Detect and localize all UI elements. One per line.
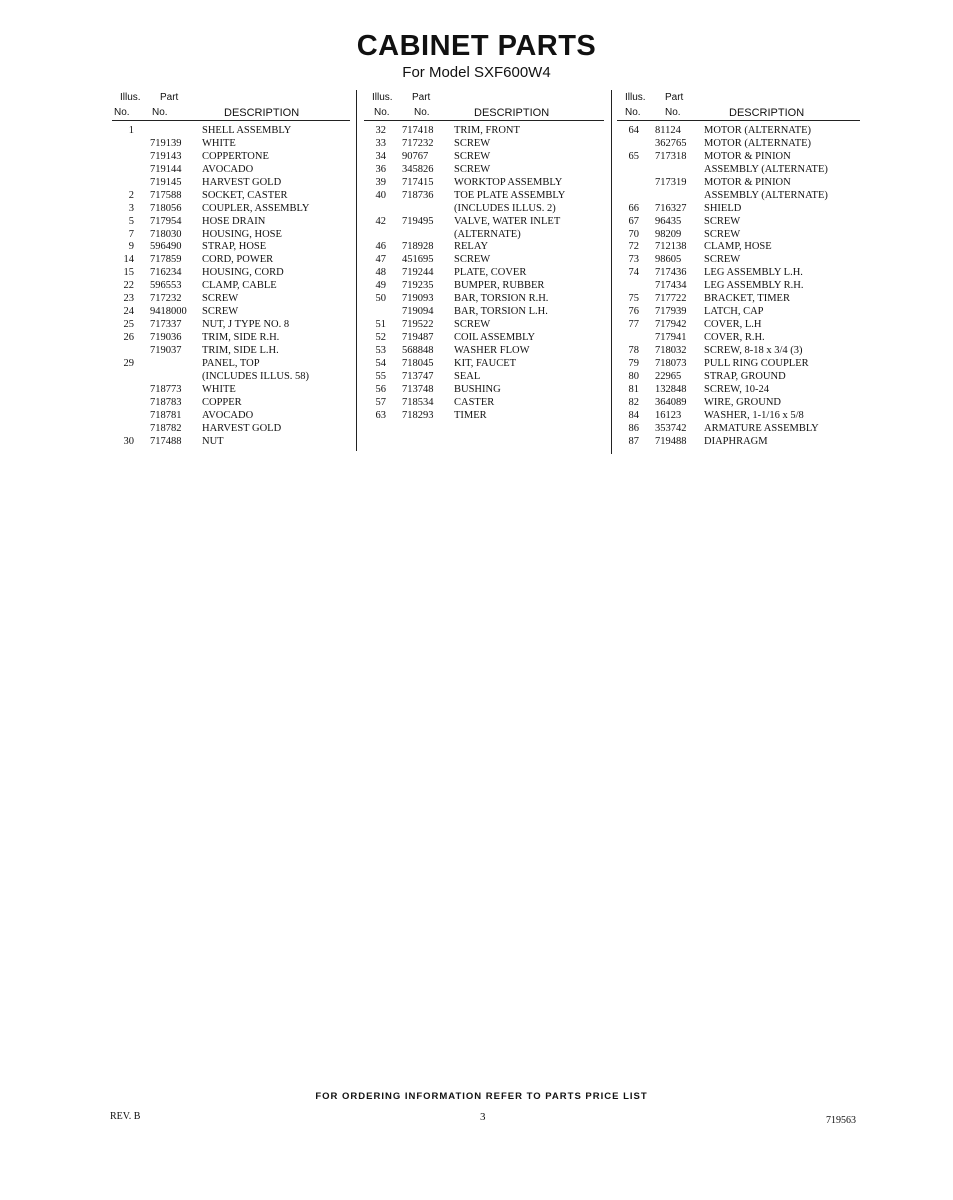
part-description: HOSE DRAIN bbox=[202, 215, 266, 227]
part-no: 353742 bbox=[655, 422, 687, 434]
document-number: 719563 bbox=[826, 1115, 856, 1126]
illus-no: 39 bbox=[375, 176, 386, 188]
part-no-header: No. bbox=[152, 107, 168, 118]
part-description: LEG ASSEMBLY R.H. bbox=[704, 280, 804, 292]
parts-row bbox=[617, 241, 860, 254]
part-description: SCREW bbox=[454, 150, 491, 162]
illus-no: 50 bbox=[375, 293, 386, 305]
part-description: COPPER bbox=[202, 396, 242, 408]
part-no: 596490 bbox=[150, 241, 182, 253]
part-description: SEAL bbox=[454, 370, 481, 382]
part-description: SCREW bbox=[454, 137, 491, 149]
illus-no: 76 bbox=[628, 306, 639, 318]
parts-row bbox=[364, 384, 604, 397]
illus-no: 5 bbox=[128, 215, 134, 227]
part-no: 718056 bbox=[150, 202, 182, 214]
ordering-note: FOR ORDERING INFORMATION REFER TO PARTS PRICE LIST bbox=[315, 1091, 648, 1102]
illus-no: 57 bbox=[375, 396, 386, 408]
parts-row bbox=[112, 164, 350, 177]
illus-no-header: No. bbox=[114, 107, 130, 118]
part-no: 717722 bbox=[655, 293, 687, 305]
parts-row bbox=[364, 190, 604, 203]
parts-row bbox=[112, 125, 350, 138]
illus-no: 87 bbox=[628, 435, 639, 447]
part-no: 132848 bbox=[655, 383, 687, 395]
illus-no: 80 bbox=[628, 370, 639, 382]
part-description: SCREW bbox=[704, 215, 741, 227]
parts-column-2 bbox=[364, 90, 604, 423]
part-no: 719144 bbox=[150, 163, 182, 175]
parts-row bbox=[617, 371, 860, 384]
part-no: 718783 bbox=[150, 396, 182, 408]
parts-row bbox=[112, 138, 350, 151]
part-description: SHELL ASSEMBLY bbox=[202, 125, 292, 136]
illus-no: 65 bbox=[628, 150, 639, 162]
part-no: 717588 bbox=[150, 189, 182, 201]
illus-no: 56 bbox=[375, 383, 386, 395]
part-description: (INCLUDES ILLUS. 58) bbox=[202, 370, 310, 382]
parts-row bbox=[617, 436, 860, 449]
illus-no: 81 bbox=[628, 383, 639, 395]
parts-row bbox=[617, 319, 860, 332]
parts-row bbox=[617, 293, 860, 306]
part-no-header: No. bbox=[665, 107, 681, 118]
parts-row bbox=[364, 280, 604, 293]
parts-row bbox=[112, 190, 350, 203]
parts-row bbox=[617, 267, 860, 280]
illus-no: 24 bbox=[123, 306, 134, 318]
part-description: HARVEST GOLD bbox=[202, 422, 282, 434]
part-no: 717859 bbox=[150, 254, 182, 266]
part-no: 568848 bbox=[402, 344, 434, 356]
part-no: 717941 bbox=[655, 332, 687, 343]
part-no: 717232 bbox=[150, 293, 182, 305]
part-description: MOTOR & PINION bbox=[704, 176, 791, 188]
illus-no: 15 bbox=[123, 267, 134, 279]
illus-no: 36 bbox=[375, 163, 386, 175]
parts-row bbox=[112, 332, 350, 345]
part-description: (ALTERNATE) bbox=[454, 228, 521, 240]
illus-no: 86 bbox=[628, 422, 639, 434]
part-description: SCREW bbox=[704, 228, 741, 240]
part-description: SCREW bbox=[704, 254, 741, 266]
part-description: VALVE, WATER INLET bbox=[454, 215, 561, 227]
part-description: AVOCADO bbox=[202, 409, 254, 421]
illus-no: 84 bbox=[628, 409, 639, 421]
part-description: LATCH, CAP bbox=[704, 306, 764, 318]
parts-row bbox=[112, 384, 350, 397]
illus-no: 55 bbox=[375, 370, 386, 382]
illus-no: 70 bbox=[628, 228, 639, 240]
part-no: 713748 bbox=[402, 383, 434, 395]
revision-label: REV. B bbox=[110, 1111, 141, 1122]
parts-row bbox=[112, 345, 350, 358]
part-description: DIAPHRAGM bbox=[704, 435, 768, 447]
parts-row bbox=[112, 397, 350, 410]
part-description: COIL ASSEMBLY bbox=[454, 332, 536, 343]
part-no-header: No. bbox=[414, 107, 430, 118]
illus-header: Illus. bbox=[372, 92, 393, 103]
part-no: 362765 bbox=[655, 137, 687, 149]
part-description: PULL RING COUPLER bbox=[704, 357, 809, 369]
part-header: Part bbox=[412, 92, 431, 103]
part-header: Part bbox=[665, 92, 684, 103]
part-no: 719139 bbox=[150, 137, 182, 149]
part-description: PANEL, TOP bbox=[202, 357, 260, 369]
parts-rows bbox=[112, 125, 350, 448]
part-description: MOTOR (ALTERNATE) bbox=[704, 125, 812, 136]
illus-no: 64 bbox=[628, 125, 639, 136]
parts-row bbox=[112, 241, 350, 254]
part-description: NUT, J TYPE NO. 8 bbox=[202, 319, 290, 331]
part-no: 718928 bbox=[402, 241, 434, 253]
part-description: CLAMP, CABLE bbox=[202, 280, 277, 292]
part-description: MOTOR (ALTERNATE) bbox=[704, 137, 812, 149]
part-no: 717415 bbox=[402, 176, 434, 188]
illus-no: 47 bbox=[375, 254, 386, 266]
part-no: 717318 bbox=[655, 150, 687, 162]
parts-row bbox=[364, 125, 604, 138]
parts-row bbox=[617, 358, 860, 371]
parts-row bbox=[112, 254, 350, 267]
parts-row bbox=[617, 125, 860, 138]
parts-row bbox=[112, 203, 350, 216]
column-divider bbox=[611, 90, 612, 454]
description-header: DESCRIPTION bbox=[474, 107, 550, 119]
illus-no: 77 bbox=[628, 319, 639, 331]
illus-no: 3 bbox=[128, 202, 134, 214]
part-description: WIRE, GROUND bbox=[704, 396, 781, 408]
part-no: 717942 bbox=[655, 319, 687, 331]
part-description: TRIM, FRONT bbox=[454, 125, 520, 136]
part-description: ASSEMBLY (ALTERNATE) bbox=[704, 189, 828, 201]
parts-row bbox=[364, 293, 604, 306]
parts-row bbox=[364, 151, 604, 164]
part-description: BAR, TORSION L.H. bbox=[454, 306, 548, 318]
parts-row bbox=[364, 345, 604, 358]
part-description: (INCLUDES ILLUS. 2) bbox=[454, 202, 556, 214]
part-no: 716234 bbox=[150, 267, 182, 279]
part-description: HOUSING, CORD bbox=[202, 267, 284, 279]
part-description: PLATE, COVER bbox=[454, 267, 527, 279]
parts-row bbox=[364, 164, 604, 177]
part-description: COVER, L.H bbox=[704, 319, 762, 331]
part-no: 716327 bbox=[655, 202, 687, 214]
part-description: TRIM, SIDE L.H. bbox=[202, 344, 279, 356]
part-no: 718032 bbox=[655, 344, 687, 356]
parts-row bbox=[112, 358, 350, 371]
illus-no: 7 bbox=[128, 228, 134, 240]
parts-row bbox=[112, 267, 350, 280]
part-description: COVER, R.H. bbox=[704, 332, 765, 343]
illus-no: 48 bbox=[375, 267, 386, 279]
illus-no-header: No. bbox=[625, 107, 641, 118]
parts-rows bbox=[364, 125, 604, 423]
part-no: 22965 bbox=[655, 370, 682, 382]
part-description: WASHER FLOW bbox=[454, 344, 530, 356]
part-no: 717939 bbox=[655, 306, 687, 318]
parts-row bbox=[112, 293, 350, 306]
illus-no: 72 bbox=[628, 241, 639, 253]
parts-row bbox=[617, 306, 860, 319]
parts-row bbox=[364, 254, 604, 267]
part-no: 717436 bbox=[655, 267, 687, 279]
part-no: 719488 bbox=[655, 435, 687, 447]
parts-row bbox=[617, 397, 860, 410]
part-description: SCREW bbox=[454, 254, 491, 266]
illus-no: 9 bbox=[128, 241, 134, 253]
part-description: HARVEST GOLD bbox=[202, 176, 282, 188]
illus-no: 14 bbox=[123, 254, 134, 266]
illus-no: 49 bbox=[375, 280, 386, 292]
part-no: 98605 bbox=[655, 254, 682, 266]
illus-no: 2 bbox=[128, 189, 134, 201]
illus-no: 34 bbox=[375, 150, 386, 162]
part-description: COUPLER, ASSEMBLY bbox=[202, 202, 310, 214]
parts-row bbox=[112, 177, 350, 190]
parts-row bbox=[617, 254, 860, 267]
part-no: 16123 bbox=[655, 409, 682, 421]
part-no: 81124 bbox=[655, 125, 681, 136]
part-description: SCREW bbox=[454, 319, 491, 331]
part-description: WHITE bbox=[202, 383, 236, 395]
part-description: RELAY bbox=[454, 241, 489, 253]
part-description: ASSEMBLY (ALTERNATE) bbox=[704, 163, 828, 175]
parts-row bbox=[364, 216, 604, 229]
column-divider bbox=[356, 90, 357, 451]
parts-row bbox=[617, 229, 860, 242]
part-description: BRACKET, TIMER bbox=[704, 293, 790, 305]
illus-no: 51 bbox=[375, 319, 386, 331]
part-no: 718782 bbox=[150, 422, 182, 434]
part-no: 717337 bbox=[150, 319, 182, 331]
illus-no: 53 bbox=[375, 344, 386, 356]
illus-no: 26 bbox=[123, 332, 134, 343]
illus-no: 82 bbox=[628, 396, 639, 408]
parts-row bbox=[364, 410, 604, 423]
part-no: 718736 bbox=[402, 189, 434, 201]
parts-row bbox=[112, 216, 350, 229]
part-no: 718781 bbox=[150, 409, 182, 421]
part-no: 719094 bbox=[402, 306, 434, 318]
column-header bbox=[112, 90, 350, 121]
page-number: 3 bbox=[480, 1111, 486, 1123]
part-no: 718030 bbox=[150, 228, 182, 240]
illus-no: 23 bbox=[123, 293, 134, 305]
illus-no: 74 bbox=[628, 267, 639, 279]
part-description: TIMER bbox=[454, 409, 487, 421]
parts-row bbox=[364, 371, 604, 384]
part-no: 717319 bbox=[655, 176, 687, 188]
illus-no-header: No. bbox=[374, 107, 390, 118]
parts-row bbox=[617, 332, 860, 345]
parts-row bbox=[617, 138, 860, 151]
parts-column-3 bbox=[617, 90, 860, 448]
part-description: ARMATURE ASSEMBLY bbox=[704, 422, 819, 434]
part-description: MOTOR & PINION bbox=[704, 150, 791, 162]
part-no: 712138 bbox=[655, 241, 687, 253]
part-no: 718773 bbox=[150, 383, 182, 395]
part-no: 719145 bbox=[150, 176, 182, 188]
illus-header: Illus. bbox=[120, 92, 141, 103]
parts-row bbox=[112, 280, 350, 293]
part-no: 719244 bbox=[402, 267, 434, 279]
column-header bbox=[617, 90, 860, 121]
page-title: CABINET PARTS bbox=[356, 30, 597, 62]
part-no: 90767 bbox=[402, 150, 429, 162]
description-header: DESCRIPTION bbox=[224, 107, 300, 119]
illus-no: 40 bbox=[375, 189, 386, 201]
illus-no: 25 bbox=[123, 319, 134, 331]
parts-row bbox=[364, 229, 604, 242]
part-no: 718534 bbox=[402, 396, 434, 408]
part-description: HOUSING, HOSE bbox=[202, 228, 282, 240]
parts-row bbox=[112, 229, 350, 242]
illus-no: 32 bbox=[375, 125, 386, 136]
parts-row bbox=[364, 397, 604, 410]
part-no: 719143 bbox=[150, 150, 182, 162]
parts-row bbox=[617, 151, 860, 164]
parts-row bbox=[617, 423, 860, 436]
part-description: STRAP, GROUND bbox=[704, 370, 786, 382]
part-no: 717418 bbox=[402, 125, 434, 136]
illus-no: 79 bbox=[628, 357, 639, 369]
part-no: 717488 bbox=[150, 435, 182, 447]
parts-row bbox=[112, 306, 350, 319]
part-no: 719522 bbox=[402, 319, 434, 331]
column-header bbox=[364, 90, 604, 121]
part-no: 718073 bbox=[655, 357, 687, 369]
part-description: BUMPER, RUBBER bbox=[454, 280, 545, 292]
part-no: 717954 bbox=[150, 215, 182, 227]
part-no: 719037 bbox=[150, 344, 182, 356]
parts-row bbox=[617, 410, 860, 423]
illus-no: 22 bbox=[123, 280, 134, 292]
part-header: Part bbox=[160, 92, 179, 103]
illus-no: 75 bbox=[628, 293, 639, 305]
part-description: CLAMP, HOSE bbox=[704, 241, 772, 253]
illus-no: 78 bbox=[628, 344, 639, 356]
part-description: BUSHING bbox=[454, 383, 501, 395]
part-no: 713747 bbox=[402, 370, 434, 382]
illus-header: Illus. bbox=[625, 92, 646, 103]
parts-row bbox=[364, 267, 604, 280]
parts-row bbox=[364, 358, 604, 371]
part-description: CORD, POWER bbox=[202, 254, 274, 266]
illus-no: 1 bbox=[128, 125, 134, 136]
part-no: 345826 bbox=[402, 163, 434, 175]
parts-row bbox=[112, 410, 350, 423]
part-description: AVOCADO bbox=[202, 163, 254, 175]
part-description: STRAP, HOSE bbox=[202, 241, 267, 253]
part-no: 719495 bbox=[402, 215, 434, 227]
part-description: SHIELD bbox=[704, 202, 742, 214]
parts-row bbox=[617, 345, 860, 358]
illus-no: 54 bbox=[375, 357, 386, 369]
parts-row bbox=[112, 319, 350, 332]
part-description: WASHER, 1-1/16 x 5/8 bbox=[704, 409, 804, 421]
illus-no: 29 bbox=[123, 357, 134, 369]
part-no: 719093 bbox=[402, 293, 434, 305]
parts-row bbox=[112, 151, 350, 164]
parts-row bbox=[364, 241, 604, 254]
illus-no: 66 bbox=[628, 202, 639, 214]
illus-no: 42 bbox=[375, 215, 386, 227]
parts-row bbox=[112, 423, 350, 436]
parts-row bbox=[364, 203, 604, 216]
part-no: 96435 bbox=[655, 215, 682, 227]
parts-row bbox=[617, 203, 860, 216]
parts-row bbox=[364, 306, 604, 319]
part-description: SCREW, 10-24 bbox=[704, 383, 769, 395]
parts-row bbox=[112, 371, 350, 384]
illus-no: 30 bbox=[123, 435, 134, 447]
part-description: TOE PLATE ASSEMBLY bbox=[454, 189, 566, 201]
parts-row bbox=[364, 332, 604, 345]
part-description: LEG ASSEMBLY L.H. bbox=[704, 267, 803, 279]
description-header: DESCRIPTION bbox=[729, 107, 805, 119]
part-no: 451695 bbox=[402, 254, 434, 266]
part-description: SOCKET, CASTER bbox=[202, 189, 288, 201]
part-no: 719487 bbox=[402, 332, 434, 343]
parts-column-1 bbox=[112, 90, 350, 448]
part-no: 719235 bbox=[402, 280, 434, 292]
parts-row bbox=[617, 384, 860, 397]
parts-row bbox=[364, 138, 604, 151]
part-no: 719036 bbox=[150, 332, 182, 343]
part-no: 718293 bbox=[402, 409, 434, 421]
part-no: 9418000 bbox=[150, 306, 187, 318]
parts-row bbox=[617, 177, 860, 190]
part-description: SCREW bbox=[202, 293, 239, 305]
parts-row bbox=[364, 177, 604, 190]
part-description: SCREW bbox=[454, 163, 491, 175]
model-subtitle: For Model SXF600W4 bbox=[402, 64, 551, 81]
parts-rows bbox=[617, 125, 860, 448]
illus-no: 73 bbox=[628, 254, 639, 266]
part-description: TRIM, SIDE R.H. bbox=[202, 332, 280, 343]
part-description: KIT, FAUCET bbox=[454, 357, 517, 369]
parts-row bbox=[617, 190, 860, 203]
part-description: SCREW, 8-18 x 3/4 (3) bbox=[704, 344, 803, 356]
parts-row bbox=[617, 216, 860, 229]
part-description: BAR, TORSION R.H. bbox=[454, 293, 549, 305]
part-no: 596553 bbox=[150, 280, 182, 292]
parts-row bbox=[112, 436, 350, 449]
part-no: 718045 bbox=[402, 357, 434, 369]
part-no: 717232 bbox=[402, 137, 434, 149]
parts-row bbox=[617, 280, 860, 293]
illus-no: 33 bbox=[375, 137, 386, 149]
part-no: 98209 bbox=[655, 228, 682, 240]
part-description: WORKTOP ASSEMBLY bbox=[454, 176, 563, 188]
part-description: SCREW bbox=[202, 306, 239, 318]
part-description: CASTER bbox=[454, 396, 495, 408]
illus-no: 46 bbox=[375, 241, 386, 253]
part-description: NUT bbox=[202, 435, 224, 447]
parts-row bbox=[364, 319, 604, 332]
part-description: COPPERTONE bbox=[202, 150, 269, 162]
illus-no: 67 bbox=[628, 215, 639, 227]
illus-no: 52 bbox=[375, 332, 386, 343]
part-no: 717434 bbox=[655, 280, 687, 292]
illus-no: 63 bbox=[375, 409, 386, 421]
part-no: 364089 bbox=[655, 396, 687, 408]
parts-row bbox=[617, 164, 860, 177]
part-description: WHITE bbox=[202, 137, 236, 149]
